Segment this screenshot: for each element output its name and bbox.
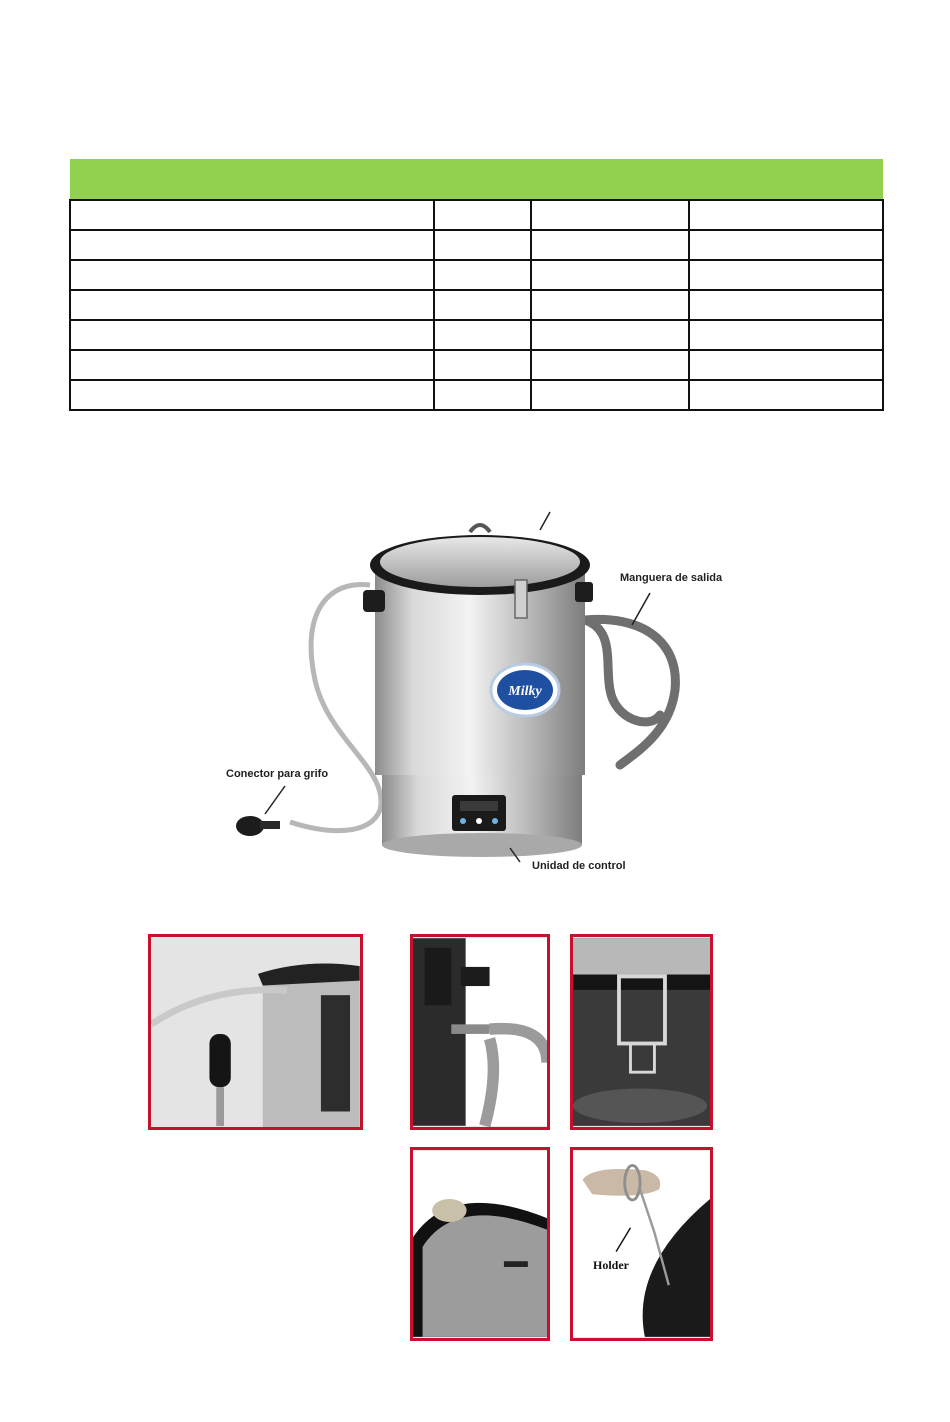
table-row (70, 230, 883, 260)
table-row (70, 320, 883, 350)
table-cell (70, 200, 434, 230)
control-panel (452, 795, 506, 831)
inlet-hose (290, 584, 381, 830)
table-cell (531, 350, 689, 380)
table-header-row (70, 159, 883, 200)
table-cell (689, 230, 883, 260)
pot-body (375, 565, 585, 775)
table-row (70, 260, 883, 290)
table-cell (531, 200, 689, 230)
detail-photo-clamp (570, 934, 713, 1130)
table-header-cell (689, 159, 883, 200)
table-cell (70, 260, 434, 290)
spec-table (69, 159, 884, 411)
callout-tap-connector: Conector para grifo (226, 768, 329, 780)
table-cell (434, 380, 531, 410)
table-cell (531, 380, 689, 410)
brand-logo: Milky (508, 684, 542, 699)
table-cell (531, 290, 689, 320)
holder-label: Holder (593, 1258, 629, 1272)
table-row (70, 350, 883, 380)
table-cell (689, 380, 883, 410)
detail-photo-outlet (410, 934, 550, 1130)
product-figure (220, 490, 730, 890)
table-cell (531, 230, 689, 260)
lid (380, 537, 580, 587)
table-cell (531, 260, 689, 290)
detail-photo-inlet (148, 934, 363, 1130)
table-cell (434, 350, 531, 380)
table-cell (434, 320, 531, 350)
table-cell (434, 260, 531, 290)
table-cell (689, 350, 883, 380)
outlet-hose-icon (585, 619, 675, 765)
table-cell (689, 200, 883, 230)
outlet-detail-illustration (413, 937, 547, 1127)
callout-hose-outlet: Manguera de salida (620, 572, 723, 584)
table-cell (689, 290, 883, 320)
inlet-detail-illustration (151, 937, 360, 1127)
yogurt-maker-illustration (220, 490, 730, 890)
table-row (70, 200, 883, 230)
detail-photo-holder (570, 1147, 713, 1341)
table-cell (689, 320, 883, 350)
table-header-cell (70, 159, 689, 200)
table-cell (434, 290, 531, 320)
table-cell (434, 230, 531, 260)
table-cell (70, 380, 434, 410)
table-cell (70, 290, 434, 320)
lid-detail-illustration (413, 1150, 547, 1338)
holder-detail-illustration (573, 1150, 710, 1338)
table-cell (70, 230, 434, 260)
table-row (70, 290, 883, 320)
table-cell (689, 260, 883, 290)
table-row (70, 380, 883, 410)
callout-control-unit: Unidad de control (532, 860, 626, 872)
table-cell (434, 200, 531, 230)
clamp-detail-illustration (573, 937, 710, 1127)
tap-connector-icon (236, 816, 264, 836)
table-cell (531, 320, 689, 350)
detail-photo-lid (410, 1147, 550, 1341)
table-cell (70, 350, 434, 380)
table-cell (70, 320, 434, 350)
